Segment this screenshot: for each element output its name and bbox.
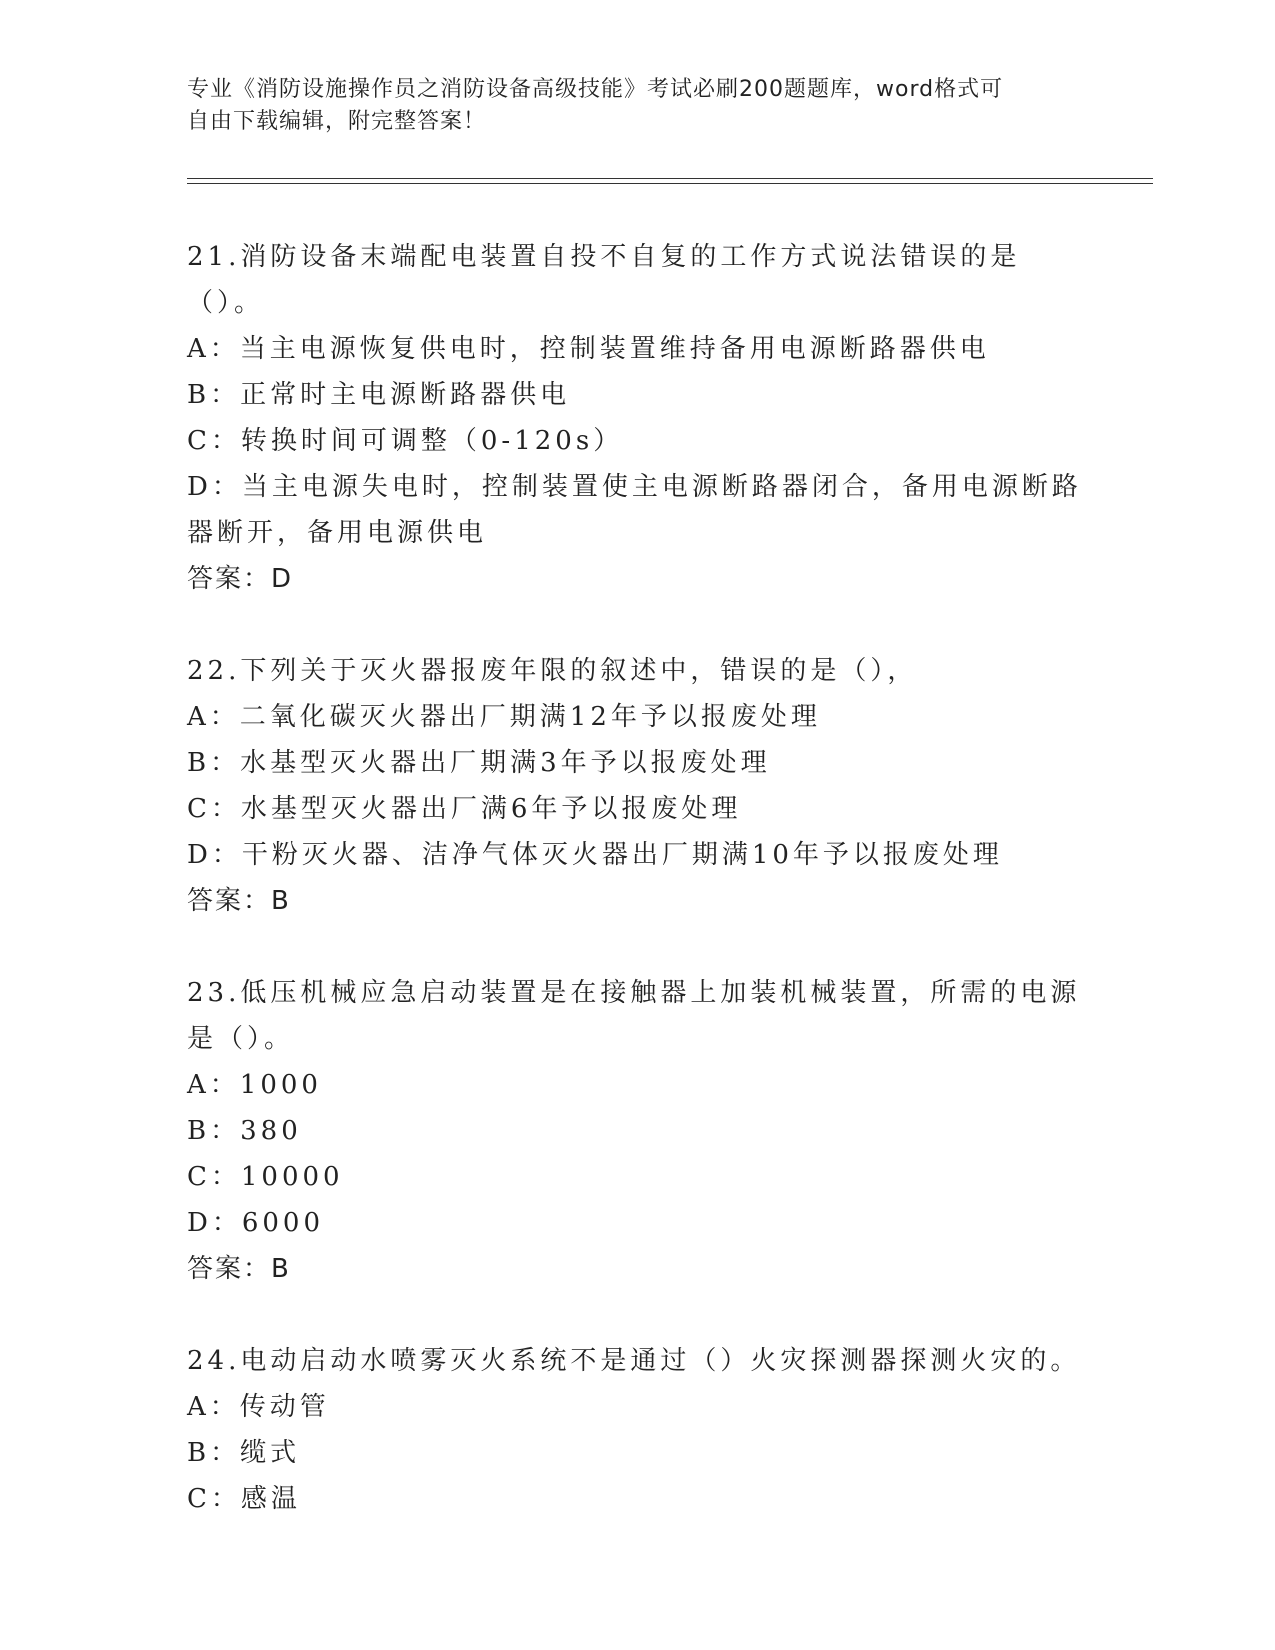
question-21 [187,234,1087,602]
option-c: C：10000 [187,1162,344,1192]
option-a: A：当主电源恢复供电时，控制装置维持备用电源断路器供电 [187,334,990,364]
document-header [187,74,1087,138]
header-line-1: 专业《消防设施操作员之消防设备高级技能》考试必刷200题题库，word格式可 [187,77,1004,102]
question-list [187,234,1087,1568]
option-d: D：干粉灭火器、洁净气体灭火器出厂期满10年予以报废处理 [187,840,1003,870]
question-stem: 24.电动启动水喷雾灭火系统不是通过（）火灾探测器探测火灾的。 [187,1346,1081,1376]
option-a: A：二氧化碳灭火器出厂期满12年予以报废处理 [187,702,821,732]
answer-label: 答案：D [187,564,294,594]
option-d: D：当主电源失电时，控制装置使主电源断路器闭合，备用电源断路器断开，备用电源供电 [187,472,1082,548]
question-22 [187,648,1087,924]
question-24 [187,1338,1087,1522]
header-rule-bottom [187,183,1153,184]
header-line-2: 自由下载编辑，附完整答案！ [187,109,487,134]
option-b: B：380 [187,1116,302,1146]
option-a: A：传动管 [187,1392,330,1422]
option-b: B：缆式 [187,1438,301,1468]
option-b: B：水基型灭火器出厂期满3年予以报废处理 [187,748,771,778]
header-rule-top [187,178,1153,179]
option-d: D：6000 [187,1208,325,1238]
question-stem: 23.低压机械应急启动装置是在接触器上加装机械装置，所需的电源是（）。 [187,978,1081,1054]
option-a: A：1000 [187,1070,322,1100]
option-c: C：转换时间可调整（0-120s） [187,426,624,456]
answer-label: 答案：B [187,886,291,916]
option-c: C：感温 [187,1484,301,1514]
question-stem: 21.消防设备末端配电装置自投不自复的工作方式说法错误的是（）。 [187,242,1021,318]
answer-label: 答案：B [187,1254,291,1284]
option-b: B：正常时主电源断路器供电 [187,380,571,410]
question-23 [187,970,1087,1292]
option-c: C：水基型灭火器出厂满6年予以报废处理 [187,794,742,824]
question-stem: 22.下列关于灭火器报废年限的叙述中，错误的是（）， [187,656,918,686]
